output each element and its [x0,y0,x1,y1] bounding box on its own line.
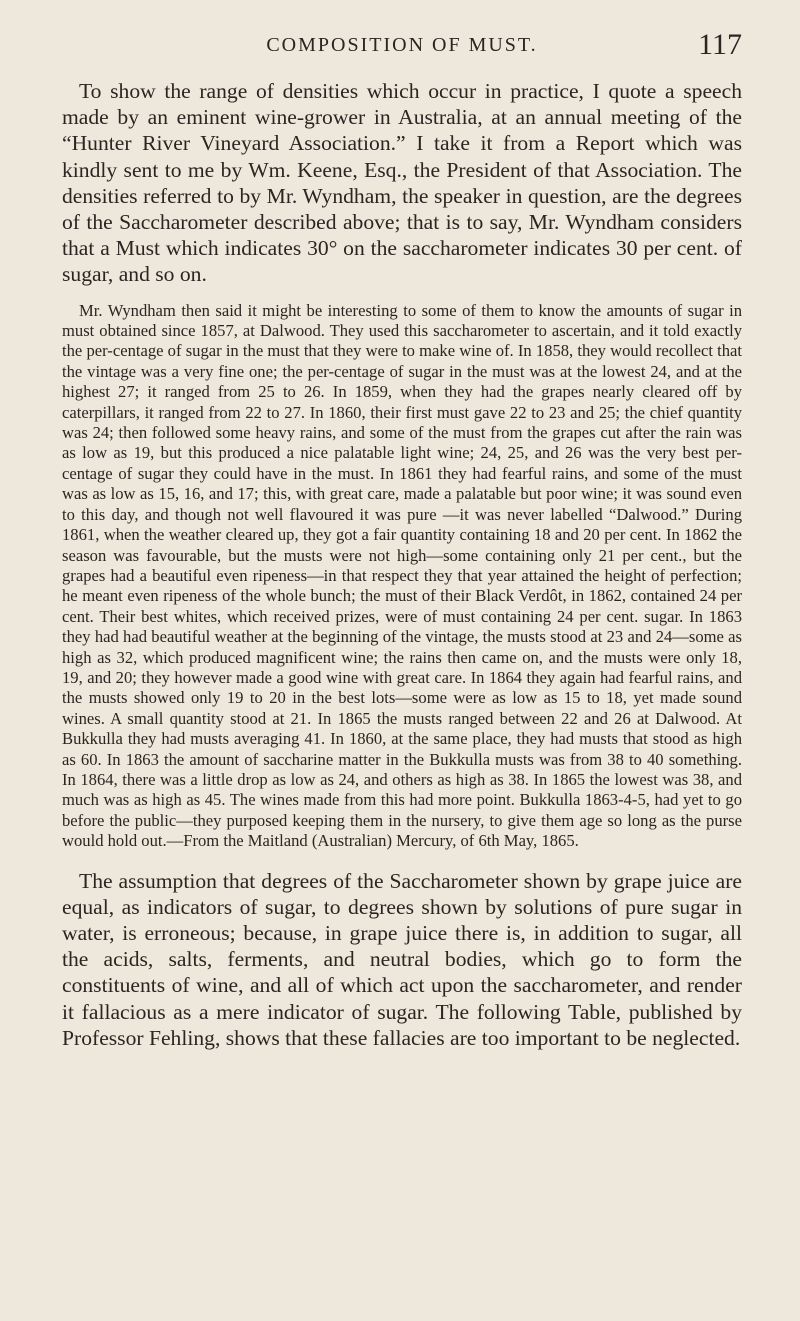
closing-paragraph: The assumption that degrees of the Saccharometer shown by grape juice are equal, as indicators of sugar, to degrees shown by solutions of pure sugar in water, is erroneous; because, in grape juice there is, in addition to sugar, all the acids, salts, ferments, and neutral bodies, which go to form the constituents of wine, and all of which act upon the saccharometer, and render it fallacious as a mere indicator of sugar. The following Table, published by Professor Fehling, shows that these fallacies are too important to be neglected. [62,868,742,1050]
intro-paragraph: To show the range of densities which occur in practice, I quote a speech made by an eminent wine-grower in Australia, at an annual meeting of the “Hunter River Vineyard Association.” I take it from a Report which was kindly sent to me by Wm. Keene, Esq., the President of that Association. The densities referred to by Mr. Wyndham, the speaker in question, are the degrees of the Saccharometer described above; that is to say, Mr. Wyndham considers that a Must which indicates 30° on the saccharometer indicates 30 per cent. of sugar, and so on. [62,79,742,287]
page-number: 117 [698,28,742,61]
page-header [62,18,742,61]
quoted-speech: Mr. Wyndham then said it might be interesting to some of them to know the amounts of sugar in must obtained since 1857, at Dalwood. They used this saccharometer to ascertain, and it told exactly the per-centage of sugar in the must that they were to make wine of. In 1858, they would recollect that the vintage was a very fine one; the per-centage of sugar in the must was at the lowest 24, and at the highest 27; it ranged from 25 to 26. In 1859, when they had the grapes nearly cleared off by caterpillars, it ranged from 22 to 27. In 1860, their first must gave 22 to 23 and 25; the chief quantity was 24; then followed some heavy rains, and some of the must from the grapes cut after the rain was as low as 19, but this produced a nice palatable light wine; 24, 25, and 26 was the very best per-centage of sugar they could have in the must. In 1861 they had fearful rains, and some of the must was as low as 15, 16, and 17; this, with great care, made a palatable but poor wine; it was sound even to this day, and though not well flavoured it was pure —it was never labelled “Dalwood.” During 1861, when the weather cleared up, they got a fair quantity containing 18 and 20 per cent. In 1862 the season was favourable, but the musts were not high—some containing only 21 per cent., but the grapes had a beautiful even ripeness—in that respect they that year attained the height of perfection; he meant even ripeness of the whole bunch; the must of their Black Verdôt, in 1862, contained 24 per cent. Their best whites, which received prizes, were of must containing 24 per cent. sugar. In 1863 they had had beautiful weather at the beginning of the vintage, the musts stood at 23 and 24—some as high as 32, which produced magnificent wine; the rains then came on, and the musts were only 18, 19, and 20; they however made a good wine with great care. In 1864 they again had fearful rains, and the musts showed only 19 to 20 in the best lots—some were as low as 15 to 18, yet made sound wines. A small quantity stood at 21. In 1865 the musts ranged between 22 and 26 at Dalwood. At Bukkulla they had musts averaging 41. In 1860, at the same place, they had musts that stood as high as 60. In 1863 the amount of saccharine matter in the Bukkulla musts was from 38 to 40 something. In 1864, there was a little drop as low as 24, and others as high as 38. In 1865 the lowest was 38, and much was as high as 45. The wines made from this had more point. Bukkulla 1863-4-5, had yet to go before the public—they purposed keeping them in the nursery, to give them age so long as the purse would hold out.—From the Maitland (Australian) Mercury, of 6th May, 1865. [62,300,742,851]
running-head: COMPOSITION OF MUST. [266,34,538,56]
